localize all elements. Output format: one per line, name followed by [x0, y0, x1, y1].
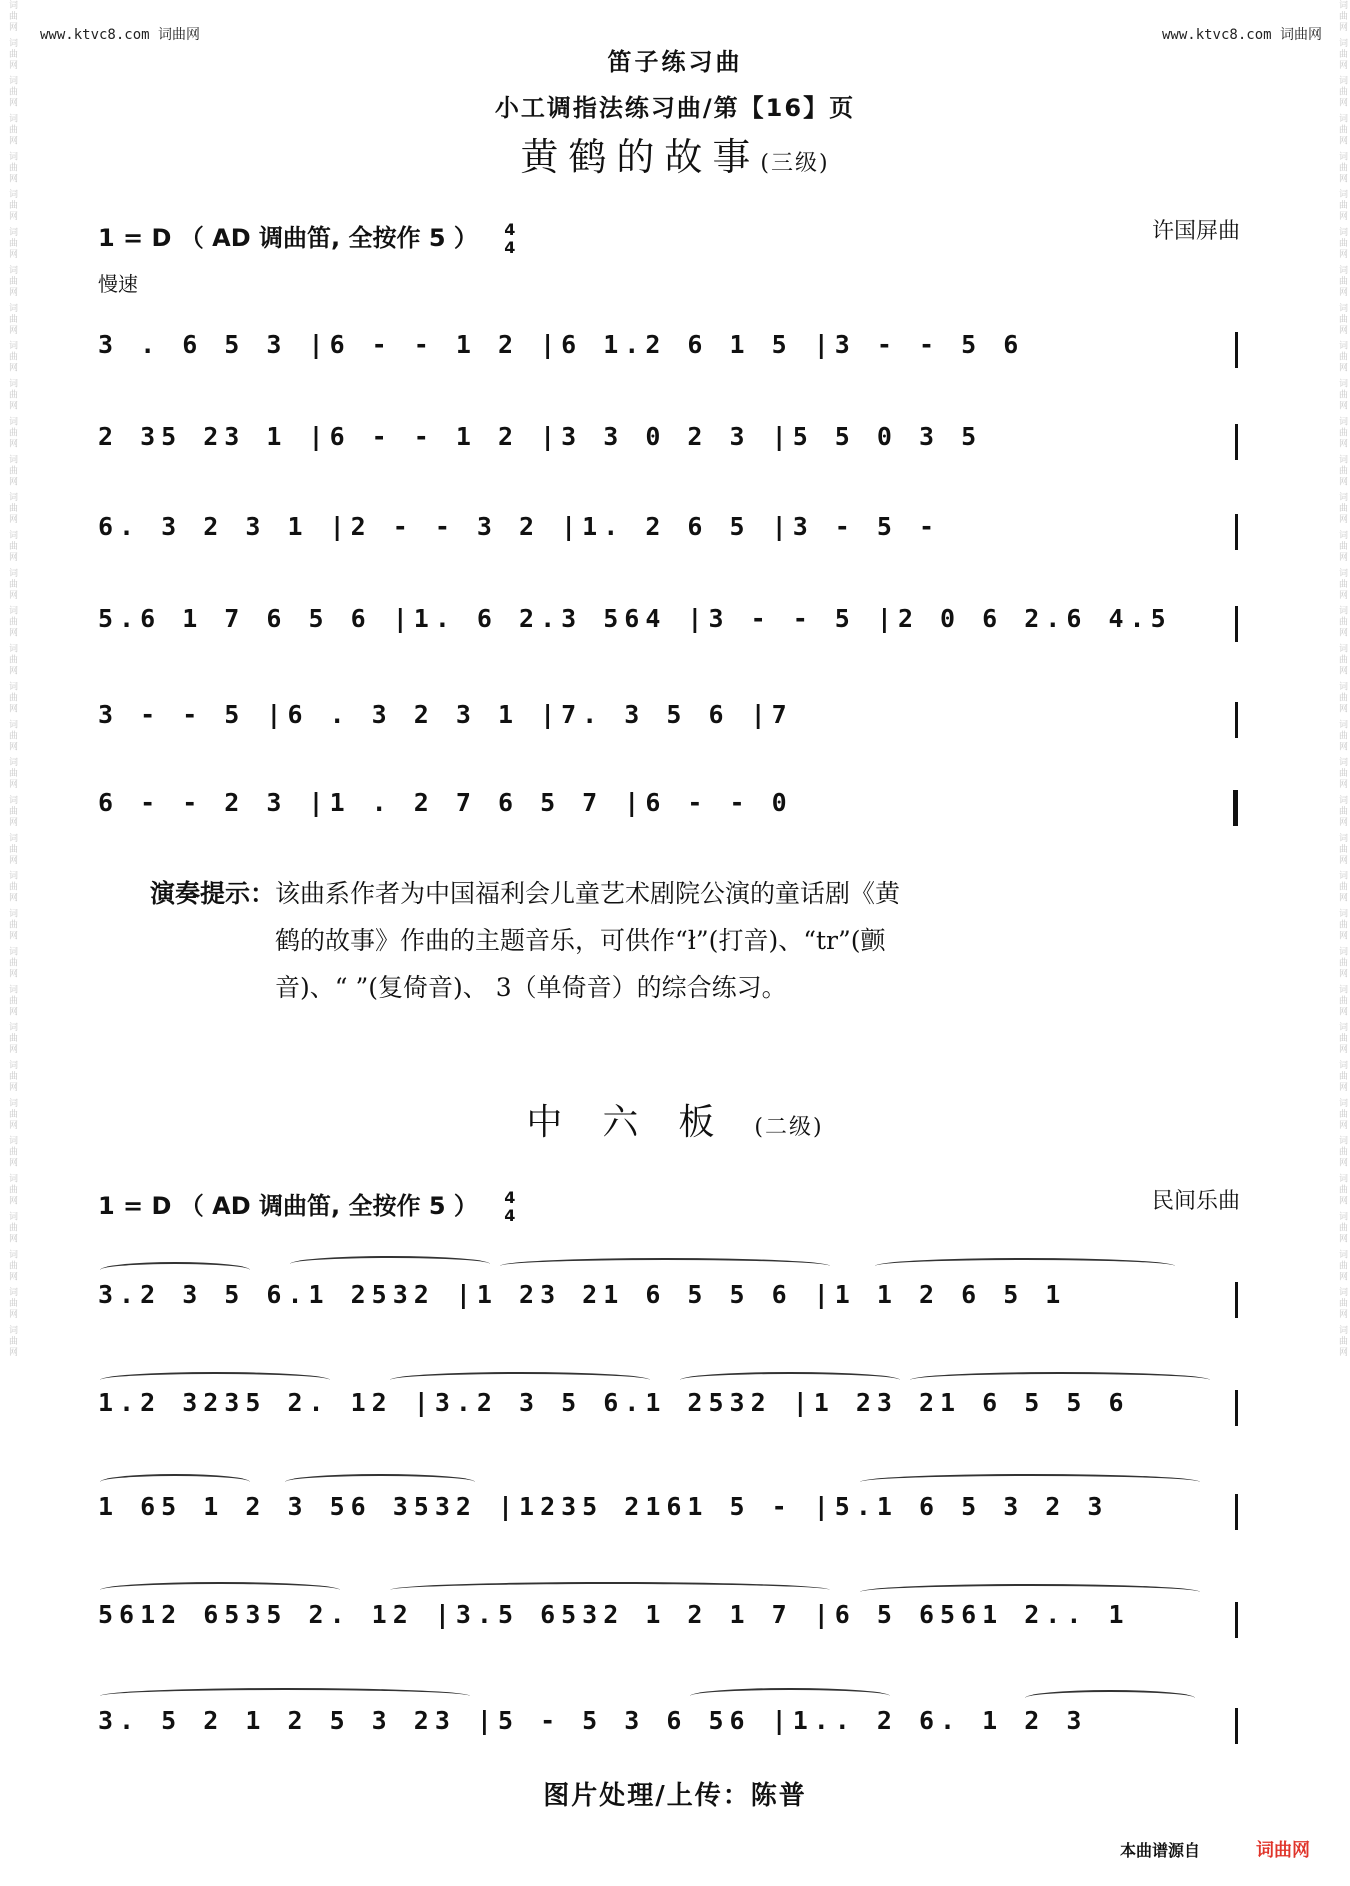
barline — [1235, 702, 1238, 738]
watermark-left: www.ktvc8.com 词曲网 — [40, 27, 201, 43]
barline — [1235, 424, 1238, 460]
piece1-line-5-text: 3 - - 5 |6 . 3 2 3 1 |7. 3 5 6 |7 — [98, 700, 793, 729]
piece2-line-1-text: 3.2 3 5 6.1 2532 |1 23 21 6 5 5 6 |1 1 2 6 5 1 — [98, 1280, 1067, 1309]
slur — [860, 1584, 1200, 1600]
piece1-tempo: 慢速 — [98, 272, 138, 296]
edge-watermark-right: 词曲网 词曲网 词曲网 词曲网 词曲网 词曲网 词曲网 词曲网 词曲网 词曲网 词曲网 词曲网 词曲网 词曲网 词曲网 词曲网 词曲网 词曲网 词曲网 词曲网 词曲网 词曲网 词曲网 词曲网 词曲网 词曲网 词曲网 词曲网 词曲网 词曲网 词曲网 词曲网 词曲网 词曲网 词曲网 词曲网 — [1337, 0, 1347, 1359]
piece1-time-signature — [504, 221, 515, 257]
piece1-line-4-text: 5.6 1 7 6 5 6 |1. 6 2.3 564 |3 - - 5 |2 0 6 2.6 4.5 — [98, 604, 1172, 633]
piece2-time-bottom: 4 — [504, 1206, 516, 1225]
barline — [1235, 1708, 1238, 1744]
slur — [680, 1372, 900, 1388]
edge-watermark-left: 词曲网 词曲网 词曲网 词曲网 词曲网 词曲网 词曲网 词曲网 词曲网 词曲网 词曲网 词曲网 词曲网 词曲网 词曲网 词曲网 词曲网 词曲网 词曲网 词曲网 词曲网 词曲网 词曲网 词曲网 词曲网 词曲网 词曲网 词曲网 词曲网 词曲网 词曲网 词曲网 词曲网 词曲网 词曲网 词曲网 — [7, 0, 17, 1359]
piece1-time-top: 4 — [504, 220, 516, 239]
barline — [1235, 332, 1238, 368]
slur — [860, 1474, 1200, 1490]
barline — [1235, 606, 1238, 642]
piece1-key — [98, 218, 515, 257]
slur — [290, 1256, 490, 1272]
slur — [100, 1262, 250, 1278]
slur — [100, 1688, 470, 1704]
piece2-title-text: 中六板 — [526, 1102, 755, 1143]
barline — [1235, 1282, 1238, 1318]
piece1-line-1-text: 3 . 6 5 3 |6 - - 1 2 |6 1.2 6 1 5 |3 - - 5 6 — [98, 330, 1025, 359]
barline — [1235, 1602, 1238, 1638]
piece2-line-3 — [98, 1492, 1238, 1532]
watermark-right: www.ktvc8.com 词曲网 — [1161, 27, 1322, 43]
slur — [100, 1474, 250, 1490]
piece1-line-1 — [98, 330, 1238, 370]
piece1-key-text: 1 = D （ AD 调曲笛, 全按作 5 ） — [98, 224, 478, 252]
tip-text: 该曲系作者为中国福利会儿童艺术剧院公演的童话剧《黄鹤的故事》作曲的主题音乐，可供作“ł”(打音)、“tr”(颤音)、“ ”(复倚音)、 3（单倚音）的综合练习。 — [275, 879, 901, 1002]
piece1-line-4 — [98, 604, 1238, 644]
piece1-level: (三级) — [760, 151, 830, 176]
piece1-line-3-text: 6. 3 2 3 1 |2 - - 3 2 |1. 2 6 5 |3 - 5 - — [98, 512, 941, 541]
piece2-line-2 — [98, 1388, 1238, 1428]
slur — [390, 1582, 830, 1598]
slur — [100, 1372, 330, 1388]
piece1-line-5 — [98, 700, 1238, 740]
piece1-composer: 许国屏曲 — [1151, 219, 1240, 244]
piece1-line-6 — [98, 788, 1238, 828]
piece2-line-4-text: 5612 6535 2. 12 |3.5 6532 1 2 1 7 |6 5 6561 2.. 1 — [98, 1600, 1130, 1629]
slur — [875, 1258, 1175, 1274]
piece2-key-text: 1 = D （ AD 调曲笛, 全按作 5 ） — [98, 1192, 478, 1220]
slur — [500, 1258, 830, 1274]
piece2-line-4 — [98, 1600, 1238, 1640]
piece2-title — [0, 1094, 1350, 1145]
barline — [1235, 1390, 1238, 1426]
slur — [390, 1372, 650, 1388]
barline — [1235, 1494, 1238, 1530]
piece1-line-2-text: 2 35 23 1 |6 - - 1 2 |3 3 0 2 3 |5 5 0 3 5 — [98, 422, 983, 451]
barline — [1235, 514, 1238, 550]
upload-credit: 图片处理/上传：陈普 — [543, 1781, 807, 1811]
piece2-line-5-text: 3. 5 2 1 2 5 3 23 |5 - 5 3 6 56 |1.. 2 6. 1 2 3 — [98, 1706, 1088, 1735]
piece2-key — [98, 1186, 515, 1225]
slur — [1025, 1690, 1195, 1706]
piece2-line-2-text: 1.2 3235 2. 12 |3.2 3 5 6.1 2532 |1 23 21 6 5 5 6 — [98, 1388, 1130, 1417]
piece2-time-top: 4 — [504, 1188, 516, 1207]
slur — [285, 1474, 475, 1490]
slur — [100, 1582, 340, 1598]
source-label: 本曲谱源自 — [1119, 1841, 1200, 1860]
piece1-title-text: 黄鹤的故事 — [520, 135, 761, 179]
section-title: 小工调指法练习曲/第【16】页 — [494, 94, 856, 122]
piece1-line-3 — [98, 512, 1238, 552]
brand-logo[interactable]: 词曲网 — [1256, 1840, 1310, 1861]
tip-label: 演奏提示： — [150, 879, 276, 908]
piece1-line-2 — [98, 422, 1238, 462]
book-title: 笛子练习曲 — [607, 48, 743, 76]
piece1-line-6-text: 6 - - 2 3 |1 . 2 7 6 5 7 |6 - - 0 — [98, 788, 793, 817]
final-barline — [1233, 790, 1238, 826]
piece1-title — [0, 126, 1350, 181]
piece2-composer: 民间乐曲 — [1151, 1189, 1240, 1214]
slur — [910, 1372, 1210, 1388]
slur — [690, 1688, 890, 1704]
performance-tip — [150, 870, 950, 1011]
piece2-line-3-text: 1 65 1 2 3 56 3532 |1235 2161 5 - |5.1 6 5 3 2 3 — [98, 1492, 1109, 1521]
piece2-line-5 — [98, 1706, 1238, 1746]
piece2-line-1 — [98, 1280, 1238, 1320]
piece2-time-signature — [504, 1189, 515, 1225]
piece1-time-bottom: 4 — [504, 238, 516, 257]
piece2-level: (二级) — [754, 1115, 824, 1140]
